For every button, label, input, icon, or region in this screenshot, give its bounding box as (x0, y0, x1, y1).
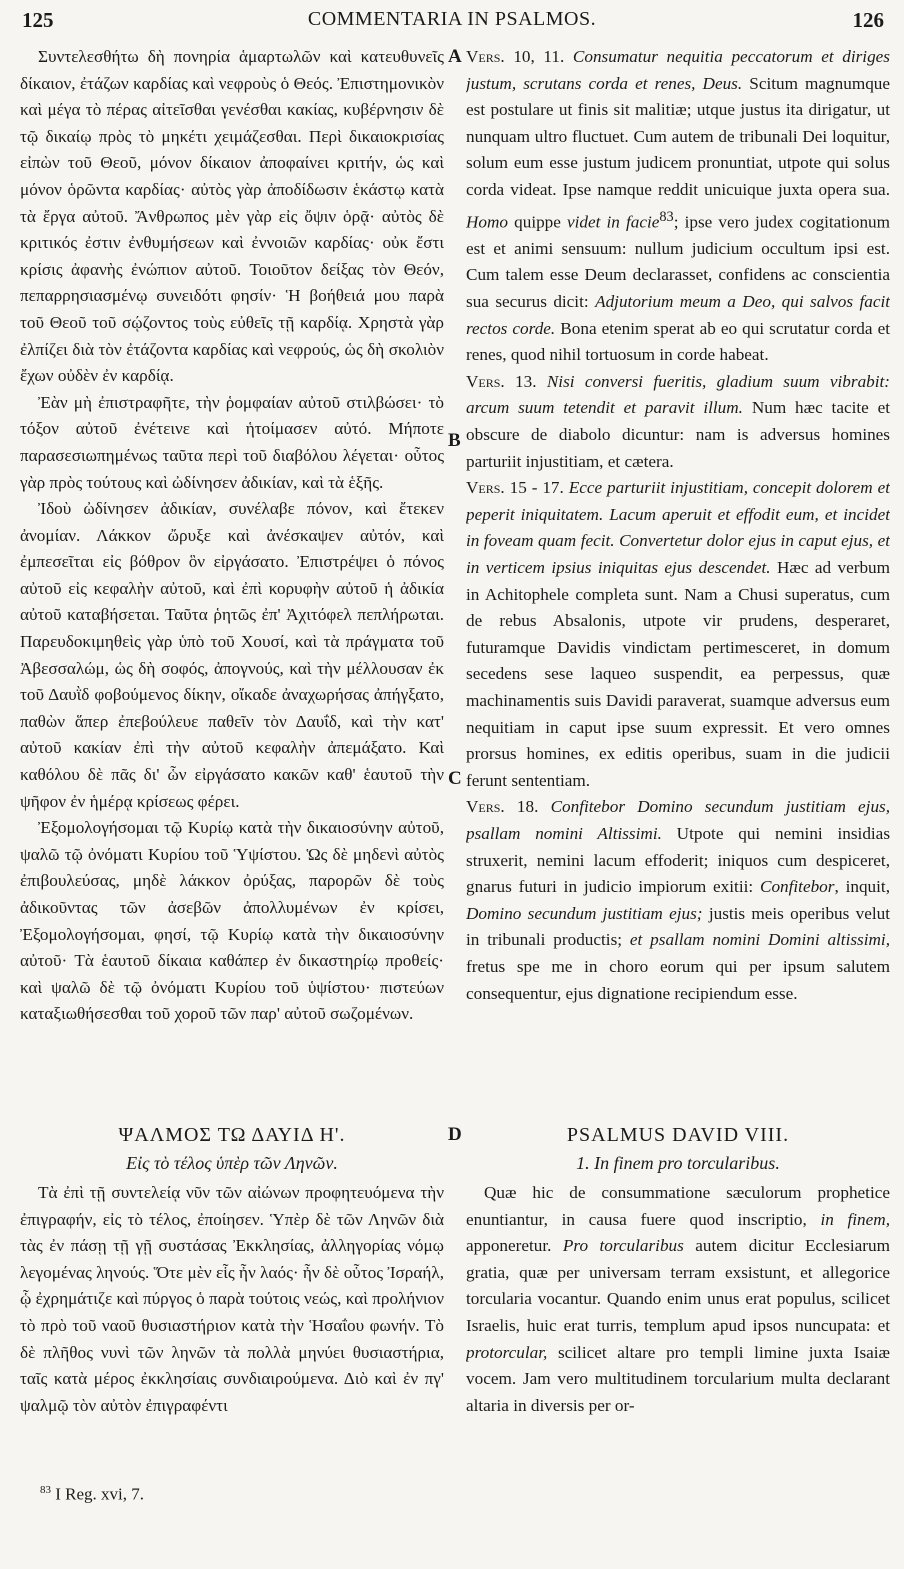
greek-paragraph: Ἐὰν μὴ ἐπιστραφῆτε, τὴν ῥομφαίαν αὐτοῦ στιλβώσει· τὸ τόξον αὐτοῦ ἐνέτεινε καὶ ἡτοίμασεν αὐτό. Μήποτε παρασεσιωπημένως ταῦτα περὶ τοῦ διαβόλου λέγεται· οὗτος γὰρ πρὸς τούτους καὶ ὠδίνησεν ἀδικίαν, καὶ τὰ ἑξῆς. (20, 392, 444, 492)
verse-lemma: Ecce parturiit injustitiam, concepit dolorem et peperit iniquitatem. Lacum aperuit et effodit eum, et incidet in foveam quam fecit. Convertetur dolor ejus in caput ejus, et in verticem ipsius iniquitas ejus descendet. (466, 478, 890, 578)
verse-label: Vers. 18. (466, 797, 539, 817)
greek-paragraph: Ἐξομολογήσομαι τῷ Κυρίῳ κατὰ τὴν δικαιοσύνην αὐτοῦ, ψαλῶ τῷ ὀνόματι Κυρίου τοῦ Ὑψίστου. Ὡς δὲ μηδενὶ αὐτὸς ἐπιβουλεύσας, μηδὲ λάκκον ὀρύξας, παρορῶν δὲ τοὺς ἀδικοῦντας τῶν ἀσεβῶν ἀπολλυμένων ἐν κρίσει, Ἐξομολογήσομαι, φησί, τῷ Κυρίῳ κατὰ τὴν δικαιοσύνην αὐτοῦ· Τὰ ἑαυτοῦ δίκαια καθάπερ ἐν δικαστηρίῳ προθείς· καὶ ψαλῶ δὲ τῷ ὀνόματι Κυρίου τοῦ ὑψίστου· πιστεύων καταξιωθήσεσθαι τοῦ χοροῦ τῶν παρ' αὐτοῦ σωζομένων. (20, 818, 444, 1024)
greek-paragraph: Συντελεσθήτω δὴ πονηρία ἁμαρτωλῶν καὶ κατευθυνεῖς δίκαιον, ἐτάζων καρδίας καὶ νεφροὺς ὁ Θεός. Ἐπιστημονικὸν καὶ μέγα τὸ πέρας αἰτεῖσθαι γενέσθαι κακίας, κυβέρνησιν δὲ τῷ δικαίῳ πρὸς τὸ μηκέτι χειμάζεσθαι. Περὶ δικαιοκρισίας εἰπὼν τοῦ Θεοῦ, μόνον δίκαιον ἀποφαίνει κριτήν, ὡς καὶ μόνον ὁρῶντα καρδίας· αὐτὸς γὰρ ἀποδίδωσιν ἑκάστῳ κατὰ τὰ ἔργα αὐτοῦ. Ἄνθρωπος μὲν γὰρ εἰς ὄψιν ὁρᾷ· αὐτὸς δὲ κριτικός ἐστιν ἐνθυμήσεων καὶ ἐννοιῶν καρδίας· οὐκ ἔστι κρίσις ἀφανὴς ἐνώπιον αὐτοῦ. Τοιοῦτον δείξας τὸν Θεόν, πεπαρρησιασμένῳ συνειδότι φησίν· Ἡ βοήθειά μου παρὰ τοῦ Θεοῦ τοῦ σῴζοντος τοὺς εὐθεῖς τῇ καρδίᾳ. Χρηστὰ γὰρ ἐλπίζει διὰ τὸν ἐτάζοντα καρδίας καὶ νεφρούς, ὡς δὴ σκολιὸν ἔχων οὐδὲν ἐν καρδίᾳ. (20, 47, 444, 386)
latin-column (466, 44, 890, 1124)
margin-marker-c: C (448, 768, 462, 789)
margin-marker-a: A (448, 46, 462, 67)
running-title: COMMENTARIA IN PSALMOS. (307, 8, 597, 30)
verse-lemma: Nisi conversi fueritis, gladium suum vibrabit: arcum suum tetendit et paravit illum. (466, 371, 890, 418)
latin-psalm-title: PSALMUS DAVID VIII. (566, 1124, 790, 1146)
greek-psalm-subtitle: Εἰς τὸ τέλος ὑπὲρ τῶν Ληνῶν. (126, 1153, 338, 1173)
latin-paragraph: Vers. 13. Nisi conversi fueritis, gladium suum vibrabit: arcum suum tetendit et paravit illum. Num hæc tacite et obscure de diabolo dicuntur: nam is adversus homines parturiit injustitiam, et cætera. (466, 371, 890, 471)
verse-label: Vers. 13. (466, 371, 537, 391)
latin-paragraph: Quæ hic de consummatione sæculorum prophetice enuntiantur, in causa fuere quod inscriptio, in finem, apponeretur. Pro torcularibus autem dicitur Ecclesiarum gratia, quæ per universam terram exsistunt, et allegorice torcularia vocantur. Quando enim unus erat populus, scilicet Israelis, huic erat turris, templum apud ipsos nuncupata: et protorcular, scilicet altare pro templi limine juxta Isaiæ vocem. Jam vero multitudinem torcularium multa declarant altaria in diversis per or- (466, 1183, 890, 1415)
footnote (40, 1484, 144, 1505)
footnote-ref: 83 (659, 208, 674, 225)
greek-column (20, 44, 444, 1124)
margin-marker-b: B (448, 430, 461, 451)
latin-psalm-subtitle: 1. In finem pro torcularibus. (576, 1153, 780, 1173)
page-number-left: 125 (22, 8, 54, 32)
greek-paragraph: Ἰδοὺ ὠδίνησεν ἀδικίαν, συνέλαβε πόνον, καὶ ἔτεκεν ἀνομίαν. Λάκκον ὤρυξε καὶ ἀνέσκαψεν αὐτόν, καὶ ἐμπεσεῖται εἰς βόθρον ὃν εἰργάσατο. Ἐπιστρέψει ὁ πόνος αὐτοῦ εἰς κεφαλὴν αὐτοῦ, καὶ ἐπὶ κορυφὴν αὐτοῦ ἡ ἀδικία αὐτοῦ καταβήσεται. Ταῦτα ῥητῶς ἐπ' Ἀχιτόφελ πεπλήρωται. Παρευδοκιμηθεὶς γὰρ ὑπὸ τοῦ Χουσί, καὶ τὰ πράγματα τοῦ Ἀβεσσαλώμ, ὡς δὴ σοφός, ἀπογνούς, καὶ τὴν μέλλουσαν ἐκ τοῦ Δαυῒδ φοβούμενος δίκην, οἴκαδε ἀναχωρήσας ἀπήγξατο, παθὼν ἅπερ ἐπεβούλευε παθεῖν τὸν Δαυΐδ, καὶ τὴν κατ' αὐτοῦ κακίαν ἐπὶ τὴν αὐτοῦ κεφαλὴν ἀπεμάξατο. Καὶ καθόλου δὲ πᾶς δι' ὧν εἰργάσατο κακῶν καθ' ἑαυτοῦ τὴν ψῆφον ἐν ἡμέρᾳ κρίσεως φέρει. (20, 499, 444, 811)
latin-paragraph: Vers. 15 - 17. Ecce parturiit injustitiam, concepit dolorem et peperit iniquitatem. Lacum aperuit et effodit eum, et incidet in foveam quam fecit. Convertetur dolor ejus in caput ejus, et in verticem ipsius iniquitas ejus descendet. Hæc ad verbum in Achitophele completa sunt. Nam a Chusi superatus, cum de rebus Absalonis, utpote vir prudens, desperaret, futuramque Davidis vindictam pertimesceret, in domum secedens sese laqueo suspendit, ea perpessus, quæ machinamentis suis Davidi paraverat, suamque adversus eum nequitiam in caput ipse suum expressit. Et vero omnes prorsus homines, ex editis operibus, suam in die judicii ferunt sententiam. (466, 478, 890, 790)
verse-label: Vers. 10, 11. (466, 47, 565, 66)
greek-psalm-title: ΨΑΛΜΟΣ ΤΩ ΔΑΥΙΔ Η'. (118, 1124, 346, 1146)
verse-lemma: Confitebor Domino secundum justitiam ejus, psallam nomini Altissimi. (466, 797, 890, 843)
latin-paragraph: Vers. 10, 11. Consumatur nequitia peccatorum et diriges justum, scrutans corda et renes, Deus. Scitum magnumque est postulare ut finis sit malitiæ; utque justus ita dirigatur, ut nunquam ultro fluctuet. Cum autem de tribunali Dei loquitur, solum eum esse justum judicem pronuntiat, utpote qui solus corda videat. Ipse namque reddit unicuique juxta opera sua. Homo quippe videt in facie$^{83}$; ipse vero judex cogitationum est et animi sensuum: nullum judicium occultum ipsi est. Cum talem esse Deum declarasset, confidens ac conscientia sua securus dicit: Adjutorium meum a Deo, qui salvos facit rectos corde. Bona etenim sperat ab eo qui scrutatur corda et renes, quod nihil tortuosum in corde habeat. (466, 47, 890, 365)
latin-psalm-section (466, 1124, 890, 1454)
verse-label: Vers. 15 - 17. (466, 478, 564, 498)
page-header (14, 8, 890, 36)
margin-marker-d: D (448, 1124, 462, 1145)
footnote-text: I Reg. xvi, 7. (55, 1484, 145, 1504)
footnote-number: 83 (40, 1484, 51, 1496)
latin-paragraph: Vers. 18. Confitebor Domino secundum justitiam ejus, psallam nomini Altissimi. Utpote qui nemini insidias struxerit, nemini lacum effoderit; iniquos cum despiceret, gnarus futuri in judicio impiorum exitii: Confitebor, inquit, Domino secundum justitiam ejus; justis meis operibus velut in tribunali productis; et psallam nomini Domini altissimi, fretus spe me in choro eorum qui per ipsum salutem consequentur, ejus dignatione recipiendum esse. (466, 797, 890, 1003)
greek-paragraph: Τὰ ἐπὶ τῇ συντελείᾳ νῦν τῶν αἰώνων προφητευόμενα τὴν ἐπιγραφήν, εἰς τὸ τέλος, ἐποίησεν. Ὑπὲρ δὲ τῶν Ληνῶν διὰ τὰς ἐν πάσῃ τῇ γῇ συστάσας Ἐκκλησίας, ἀλληγορίας νόμῳ λεγομένας ληνούς. Ὅτε μὲν εἷς ἦν λαός· ἦν δὲ οὗτος Ἰσραήλ, ᾧ ἐχρημάτιζε καὶ πύργος ὁ παρὰ τούτοις νεώς, καὶ προλήνιον τὸ πρὸ τοῦ ναοῦ θυσιαστήριον κατὰ τὴν Ἡσαΐου φωνήν. Τὸ δὲ πλῆθος νυνὶ τῶν ληνῶν τὰ πολλὰ μηνύει θυσιαστήρια, ταῖς κατὰ μέρος ἐκκλησίαις συνδιαιρούμενα. Διὸ καὶ ἐν πγ' ψαλμῷ τὸν αὐτὸν ἐπιγραφέντι (20, 1183, 444, 1415)
page-number-right: 126 (852, 8, 884, 32)
verse-lemma: Consumatur nequitia peccatorum et diriges justum, scrutans corda et renes, Deus. (466, 47, 890, 93)
greek-psalm-section (20, 1124, 444, 1454)
